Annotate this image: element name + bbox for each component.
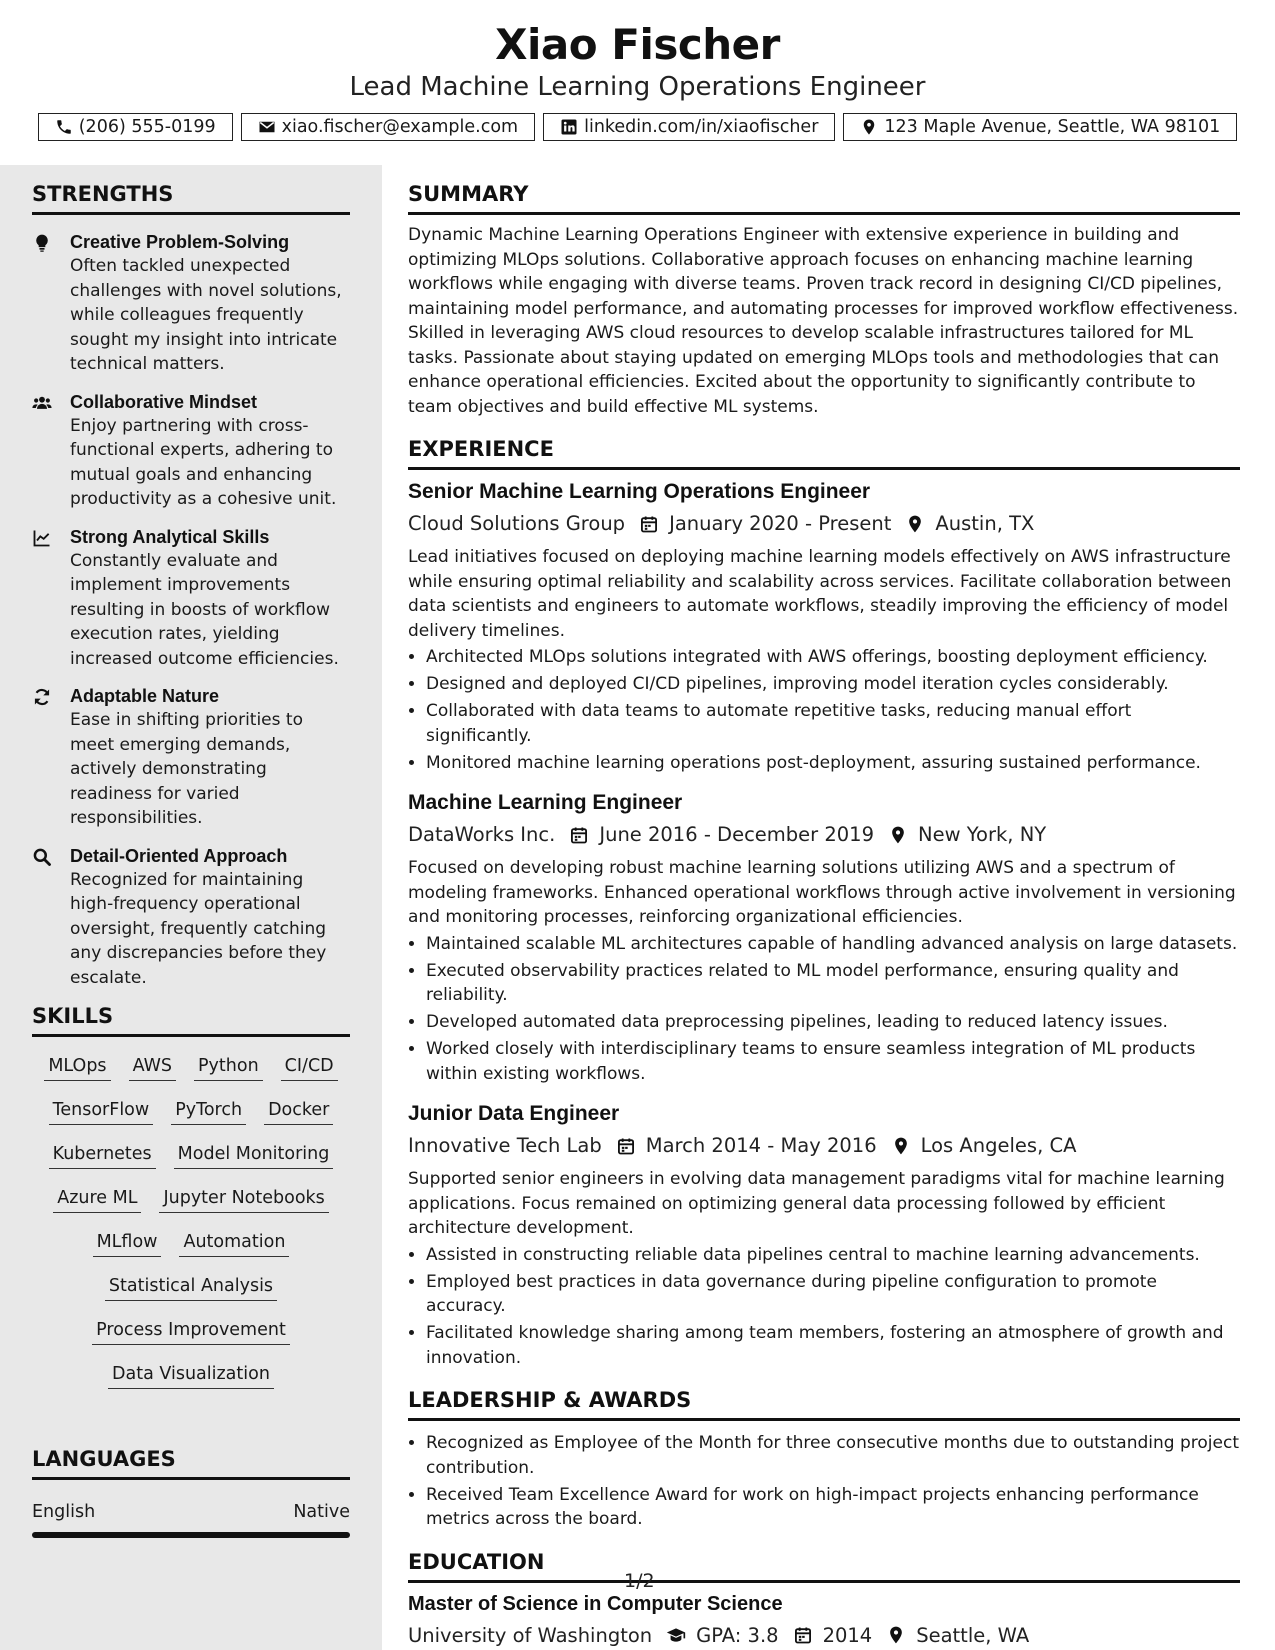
skill-tag: AWS [129,1055,176,1081]
strengths-title: STRENGTHS [32,182,350,215]
education-year: 2014 [822,1623,873,1647]
job-company: DataWorks Inc. [408,823,556,846]
calendar-icon [639,514,659,534]
map-pin-icon [888,825,908,845]
map-pin-icon [891,1136,911,1156]
strength-desc: Enjoy partnering with cross-functional experts, adhering to mutual goals and enhancing productivity as a cohesive unit. [70,415,337,509]
map-pin-icon [860,118,878,136]
job-dates: January 2020 - Present [669,512,892,535]
skills-title: SKILLS [32,1004,350,1037]
summary-title: SUMMARY [408,182,1240,215]
job-description: Lead initiatives focused on deploying machine learning models effectively on AWS infrastructure while ensuring optimal reliability and scalability across services. Facilitate collaboration between data scientists and engineers to automate workflows, steadily improving the efficiency of model delivery timelines. [408,547,1232,641]
language-proficiency-bar [32,1532,350,1538]
strength-item [32,845,350,991]
language-level: Native [293,1502,350,1522]
job-bullet: • Maintained scalable ML architectures capable of handling advanced analysis on large datasets. [426,932,1240,957]
job-bullets [408,1243,1240,1371]
envelope-icon [258,118,276,136]
job-location: Austin, TX [935,512,1035,535]
contact-phone[interactable] [38,113,233,141]
calendar-icon [616,1136,636,1156]
skill-tag: MLOps [44,1055,110,1081]
skills-section [32,1004,350,1389]
strength-item [32,526,350,672]
job-location: Los Angeles, CA [920,1134,1077,1157]
skill-tag: Azure ML [53,1187,141,1213]
skill-tag: Process Improvement [92,1319,290,1345]
job-bullet: • Assisted in constructing reliable data pipelines central to machine learning advancements. [426,1243,1240,1268]
contact-email-text: xiao.fischer@example.com [281,117,519,137]
strength-title: Adaptable Nature [70,686,220,706]
job-bullet: • Monitored machine learning operations post-deployment, assuring sustained performance. [426,751,1240,776]
search-icon [32,847,52,867]
job-bullet: • Designed and deployed CI/CD pipelines, improving model iteration cycles considerably. [426,672,1240,697]
job-description: Focused on developing robust machine learning solutions utilizing AWS and a spectrum of modeling frameworks. Enhanced operational workflows through active involvement in versioning and monitoring processes, reinforcing organizational efficiencies. [408,858,1236,927]
job-title: Junior Data Engineer [408,1102,620,1125]
strength-desc: Ease in shifting priorities to meet emerging demands, actively demonstrating readiness for varied responsibilities. [70,710,303,828]
education-meta [408,1624,1240,1647]
job-bullet: • Facilitated knowledge sharing among team members, fostering an atmosphere of growth and innovation. [426,1321,1240,1370]
skill-tag: Python [194,1055,263,1081]
language-name: English [32,1502,96,1522]
strength-item [32,391,350,512]
skill-tag: Kubernetes [49,1143,156,1169]
job-location: New York, NY [918,823,1047,846]
linkedin-icon [560,118,578,136]
calendar-icon [569,825,589,845]
skills-list [32,1055,350,1389]
languages-title: LANGUAGES [32,1447,350,1480]
strength-title: Creative Problem-Solving [70,232,290,252]
skill-tag: Jupyter Notebooks [159,1187,328,1213]
job-dates: June 2016 - December 2019 [599,823,874,846]
education-gpa: GPA: 3.8 [696,1623,779,1647]
job-bullet: • Worked closely with interdisciplinary teams to ensure seamless integration of ML products within existing workflows. [426,1037,1240,1086]
job-meta [408,512,1240,535]
strength-item [32,685,350,831]
contact-bar [0,113,1275,141]
contact-email[interactable] [241,113,535,141]
job-description: Supported senior engineers in evolving data management paradigms vital for machine learning applications. Focus remained on optimizing general data processing followed by efficient architecture development. [408,1169,1225,1238]
summary-text: Dynamic Machine Learning Operations Engineer with extensive experience in building and optimizing MLOps solutions. Collaborative approach focuses on enhancing machine learning workflows while engaging with diverse teams. Proven track record in designing CI/CD pipelines, maintaining model performance, and automating processes for improved workflow effectiveness. Skilled in leveraging AWS cloud resources to develop scalable infrastructures tailored for ML tasks. Passionate about staying updated on emerging MLOps tools and methodologies that can enhance operational efficiencies. Excited about the opportunity to significantly contribute to team objectives and build effective ML systems. [408,225,1239,417]
map-pin-icon [905,514,925,534]
education-location: Seattle, WA [916,1623,1030,1647]
education-school: University of Washington [408,1623,653,1647]
skill-tag: Model Monitoring [174,1143,334,1169]
skill-tag: Statistical Analysis [105,1275,277,1301]
education-degree: Master of Science in Computer Science [408,1592,783,1615]
experience-title: EXPERIENCE [408,437,1240,470]
job-bullet: • Architected MLOps solutions integrated with AWS offerings, boosting deployment efficiency. [426,645,1240,670]
skill-tag: PyTorch [171,1099,246,1125]
strength-desc: Often tackled unexpected challenges with novel solutions, while colleagues frequently sought my insight into intricate technical matters. [70,256,342,374]
skill-tag: Docker [264,1099,333,1125]
refresh-icon [32,687,52,707]
phone-icon [55,118,73,136]
leadership-bullet: • Received Team Excellence Award for work on high-impact projects enhancing performance metrics across the board. [426,1483,1240,1532]
resume-name: Xiao Fischer [495,20,780,69]
contact-address[interactable] [843,113,1237,141]
job-company: Cloud Solutions Group [408,512,626,535]
strength-title: Detail-Oriented Approach [70,845,288,866]
skill-tag: Automation [179,1231,289,1257]
contact-linkedin-text: linkedin.com/in/xiaofischer [584,117,819,137]
skill-tag: CI/CD [281,1055,338,1081]
contact-address-text: 123 Maple Avenue, Seattle, WA 98101 [884,117,1221,137]
strength-title: Collaborative Mindset [70,391,258,412]
job-dates: March 2014 - May 2016 [645,1134,877,1157]
language-row [32,1502,350,1522]
main-content [408,182,1240,1647]
education-title: EDUCATION [408,1550,1240,1583]
calendar-icon [793,1625,813,1645]
job-company: Innovative Tech Lab [408,1134,602,1157]
languages-section [32,1447,350,1538]
job-bullets [408,932,1240,1087]
job-meta [408,823,1240,846]
graduation-cap-icon [666,1625,686,1645]
job-title: Machine Learning Engineer [408,791,683,814]
strength-desc: Recognized for maintaining high-frequency operational oversight, frequently catching any discrepancies before they escalate. [70,869,327,988]
skill-tag: Data Visualization [108,1363,274,1389]
leadership-bullets [408,1431,1240,1532]
strength-item [32,231,350,377]
map-pin-icon [886,1625,906,1645]
leadership-title: LEADERSHIP & AWARDS [408,1388,1240,1421]
strength-title: Strong Analytical Skills [70,526,270,547]
page-number: 1/2 [624,1570,655,1592]
job-bullet: • Developed automated data preprocessing pipelines, leading to reduced latency issues. [426,1010,1240,1035]
leadership-bullet: • Recognized as Employee of the Month for three consecutive months due to outstanding project contribution. [426,1431,1240,1480]
job-bullet: • Collaborated with data teams to automate repetitive tasks, reducing manual effort significantly. [426,699,1240,748]
job-bullets [408,645,1240,775]
strength-desc: Constantly evaluate and implement improvements resulting in boosts of workflow execution rates, yielding increased outcome efficiencies. [70,550,339,669]
job-meta [408,1134,1240,1157]
users-icon [32,393,52,413]
chart-line-icon [32,528,52,548]
contact-phone-text: (206) 555-0199 [78,117,216,137]
skill-tag: MLflow [93,1231,162,1257]
resume-role: Lead Machine Learning Operations Engineer [349,72,926,102]
job-bullet: • Employed best practices in data governance during pipeline configuration to promote accuracy. [426,1270,1240,1319]
job-title: Senior Machine Learning Operations Engineer [408,480,871,503]
skill-tag: TensorFlow [49,1099,154,1125]
job-bullet: • Executed observability practices related to ML model performance, ensuring quality and reliability. [426,959,1240,1008]
contact-linkedin[interactable] [543,113,835,141]
lightbulb-icon [32,233,52,253]
strengths-section [32,182,350,990]
